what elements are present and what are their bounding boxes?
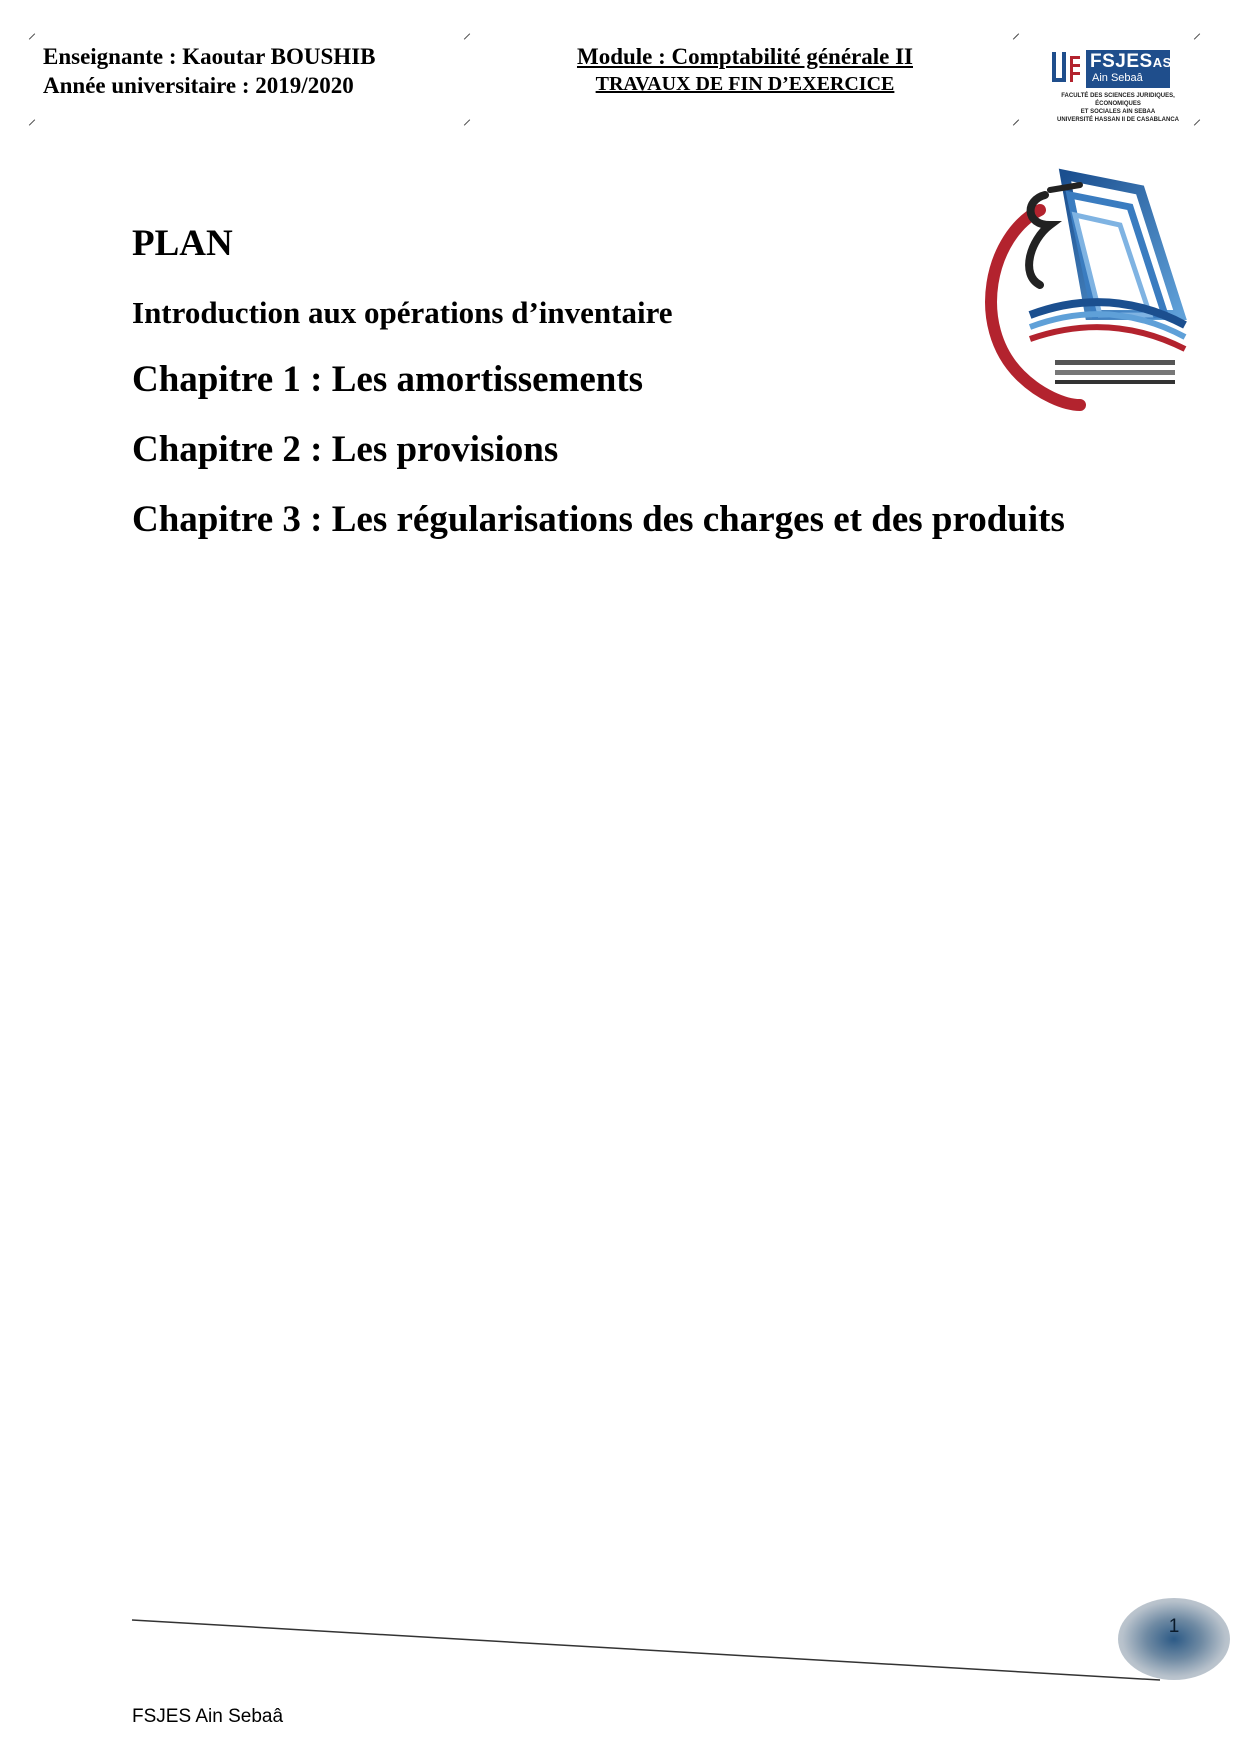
crop-mark bbox=[1193, 118, 1201, 126]
logo-caption-line: UNIVERSITÉ HASSAN II DE CASABLANCA bbox=[1056, 117, 1179, 123]
crop-mark bbox=[1012, 32, 1020, 40]
university-mark-icon bbox=[1048, 48, 1086, 90]
academic-year: Année universitaire : 2019/2020 bbox=[43, 73, 354, 98]
module-subtitle: TRAVAUX DE FIN D’EXERCICE bbox=[595, 73, 895, 95]
chapter-3: Chapitre 3 : Les régularisations des charges et des produits bbox=[132, 499, 1065, 540]
crop-mark bbox=[28, 118, 36, 126]
fsjes-logo bbox=[1048, 48, 1190, 123]
header-left bbox=[43, 42, 376, 100]
crop-mark bbox=[28, 32, 36, 40]
logo-acronym: FSJES bbox=[1090, 51, 1153, 72]
fsjes-badge bbox=[1086, 50, 1170, 88]
crop-mark bbox=[1012, 118, 1020, 126]
logo-caption bbox=[1048, 92, 1188, 124]
plan-title: PLAN bbox=[132, 223, 233, 264]
crop-mark bbox=[1193, 32, 1201, 40]
crop-mark bbox=[463, 118, 471, 126]
footer-text: FSJES Ain Sebaâ bbox=[132, 1706, 284, 1727]
chapter-1: Chapitre 1 : Les amortissements bbox=[132, 359, 644, 400]
logo-place: Ain Sebaâ bbox=[1092, 72, 1143, 84]
chapter-2: Chapitre 2 : Les provisions bbox=[132, 429, 559, 470]
header-center bbox=[520, 42, 970, 97]
logo-caption-line: ET SOCIALES AIN SEBAA bbox=[1080, 109, 1156, 115]
faculty-emblem-icon bbox=[970, 165, 1195, 425]
crop-mark bbox=[463, 32, 471, 40]
logo-suffix: AS bbox=[1152, 55, 1172, 70]
logo-caption-line: FACULTÉ DES SCIENCES JURIDIQUES, ÉCONOMIQUES bbox=[1061, 93, 1175, 107]
module-title: Module : Comptabilité générale II bbox=[576, 44, 913, 69]
page-number: 1 bbox=[1168, 1616, 1180, 1637]
page-number-badge bbox=[1118, 1598, 1230, 1680]
teacher-name: Enseignante : Kaoutar BOUSHIB bbox=[43, 44, 376, 69]
plan-introduction: Introduction aux opérations d’inventaire bbox=[132, 295, 673, 330]
